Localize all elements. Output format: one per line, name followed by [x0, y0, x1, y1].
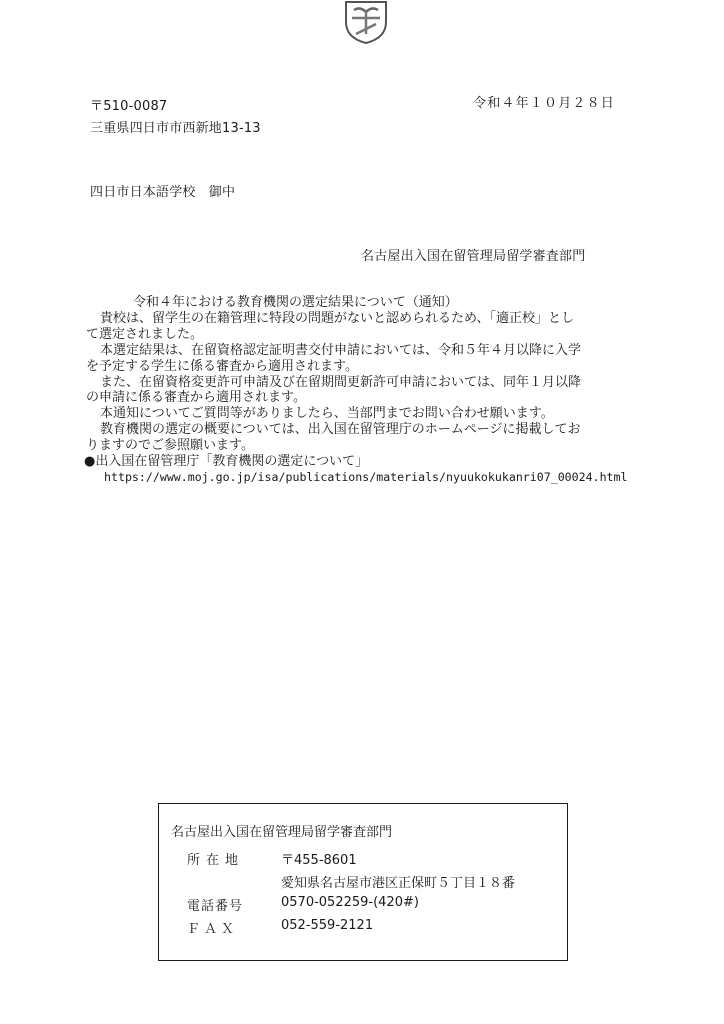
sender-name: 名古屋出入国在留管理局留学審査部門 [361, 249, 586, 264]
body-line: 教育機関の選定の概要については、出入国在留管理庁のホームページに掲載してお [100, 422, 581, 438]
body-line: 本通知についてご質問等がありましたら、当部門までお問い合わせ願います。 [100, 406, 554, 422]
body-line: 貴校は、留学生の在籍管理に特段の問題がないと認められるため、「適正校」とし [100, 310, 574, 326]
official-seal-icon [340, 0, 392, 44]
recipient-postal-code: 〒510-0087 [90, 99, 168, 114]
reference-link-label: ●出入国在留管理庁「教育機関の選定について」 [84, 454, 369, 470]
recipient-address: 三重県四日市市西新地13-13 [90, 121, 261, 136]
contact-address: 愛知県名古屋市港区正保町５丁目１８番 [281, 876, 516, 891]
contact-fax: 052-559-2121 [281, 918, 374, 933]
body-line: の申請に係る審査から適用されます。 [86, 390, 306, 406]
body-line: 本選定結果は、在留資格認定証明書交付申請においては、令和５年４月以降に入学 [100, 342, 582, 358]
contact-phone: 0570-052259-(420#) [281, 895, 419, 910]
phone-label: 電話番号 [187, 899, 244, 914]
letter-subject: 令和４年における教育機関の選定結果について（通知） [133, 295, 458, 310]
body-line: りますのでご参照願います。 [86, 438, 254, 454]
reference-url[interactable]: https://www.moj.go.jp/isa/publications/materials/nyuukokukanri07_00024.html [104, 469, 628, 484]
body-line: また、在留資格変更許可申請及び在留期間更新許可申請においては、同年１月以降 [100, 374, 582, 390]
fax-label: ＦＡＸ [187, 922, 239, 937]
recipient-name: 四日市日本語学校 御中 [90, 185, 236, 200]
letter-date: 令和４年１０月２８日 [473, 96, 616, 111]
body-line: を予定する学生に係る審査から適用されます。 [86, 358, 358, 374]
contact-postal-code: 〒455-8601 [281, 853, 357, 868]
contact-org-name: 名古屋出入国在留管理局留学審査部門 [171, 825, 393, 840]
letter-body [84, 295, 644, 486]
location-label: 所在地 [187, 853, 245, 868]
contact-info-box [158, 803, 568, 961]
body-line: て選定されました。 [86, 326, 204, 342]
